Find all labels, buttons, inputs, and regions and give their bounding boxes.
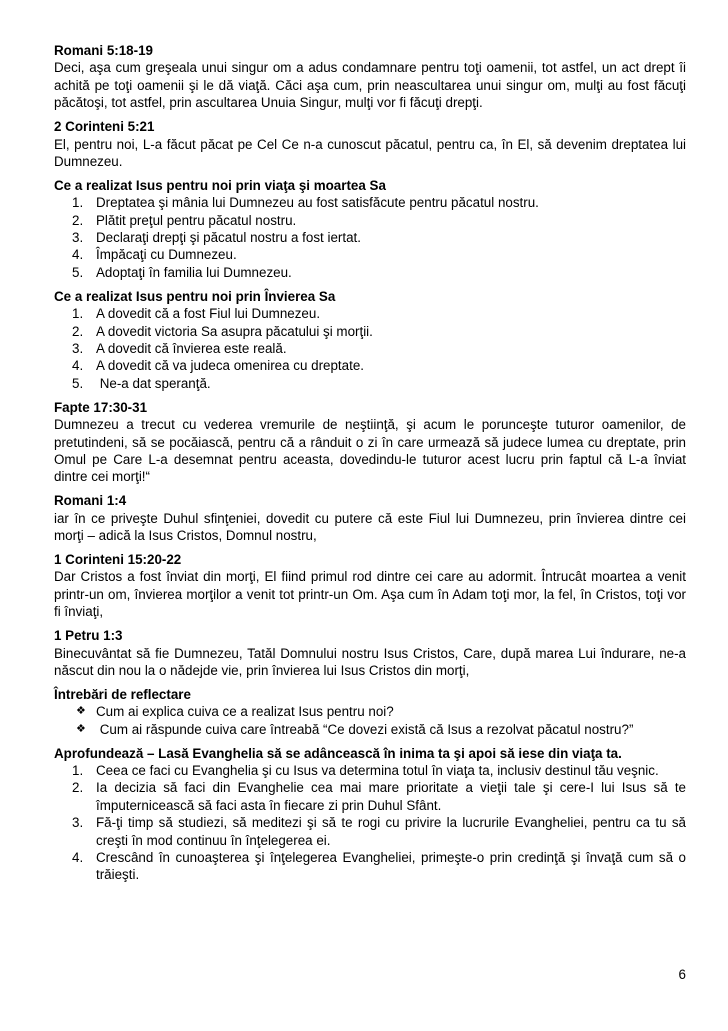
scripture-reference: 2 Corinteni 5:21 (54, 119, 155, 135)
list-item: 3. A dovedit că învierea este reală. (72, 341, 287, 356)
list-item: 2. Ia decizia să faci din Evanghelie cea mai mare prioritate a vieţii tale şi cere-I lui Isus să te împuternicească să faci asta în fiecare zi prin Duhul Sfânt. (72, 780, 686, 813)
scripture-text: Dar Cristos a fost înviat din morţi, El fiind primul rod dintre cei care au adormit. Întrucât moartea a venit printr-un om, învierea morţilor a venit tot printr-un Om. Aşa cum în Adam toţi mor, la fel, în Cristos, toţi vor fi înviaţi, (54, 569, 686, 620)
scripture-block (54, 551, 686, 621)
list-item: 3. Declaraţi drepţi şi păcatul nostru a fost iertat. (72, 230, 361, 246)
list-item: 1. Dreptatea şi mânia lui Dumnezeu au fost satisfăcute pentru păcatul nostru. (72, 195, 539, 211)
scripture-block (54, 118, 686, 170)
section-heading: Întrebări de reflectare (54, 686, 191, 702)
section-heading: Ce a realizat Isus pentru noi prin viaţa şi moartea Sa (54, 177, 386, 193)
list-item: 4. Împăcaţi cu Dumnezeu. (72, 247, 237, 263)
scripture-reference: 1 Petru 1:3 (54, 628, 123, 644)
scripture-text: Dumnezeu a trecut cu vederea vremurile de neştiinţă, şi acum le porunceşte tuturor oamenilor, de pretutindeni, să se pocăiască, pentru că a rânduit o zi în care urmează să judece lumea cu dreptate, prin Omul pe Care L-a desemnat pentru aceasta, dovedindu-le tuturor acest lucru prin faptul că L-a înviat dintre cei morţi!“ (54, 417, 686, 485)
list-item: 2. Plătit preţul pentru păcatul nostru. (72, 212, 297, 228)
page-number: 6 (678, 967, 686, 982)
section-heading: Ce a realizat Isus pentru noi prin Învierea Sa (54, 288, 336, 304)
numbered-list (54, 762, 686, 884)
resurrection-section (54, 288, 686, 392)
list-item: ❖ Cum ai explica cuiva ce a realizat Isus pentru noi? (76, 704, 394, 720)
scripture-text: Binecuvântat să fie Dumnezeu, Tatăl Domnului nostru Isus Cristos, Care, după marea Lui îndurare, ne-a născut din nou la o nădejde vie, prin învierea lui Isus Cristos din morţi, (54, 645, 686, 678)
list-item: 3. Fă-ţi timp să studiezi, să meditezi şi să te rogi cu privire la lucrurile Evangheliei, pentru ca tu să creşti în mod continuu în înţelegerea ei. (72, 815, 686, 848)
scripture-text: Deci, aşa cum greşeala unui singur om a adus condamnare pentru toţi oamenii, tot astfel, un act drept îi achită pe toţi oamenii şi le dă viaţă. Căci aşa cum, prin neascultarea unui singur om, mulţi au fost făcuţi păcătoşi, tot astfel, prin ascultarea Unuia Singur, mulţi vor fi făcuţi drepţi. (54, 60, 686, 111)
deepen-section (54, 745, 686, 884)
list-item: ❖ Cum ai răspunde cuiva care întreabă “Ce dovezi există că Isus a rezolvat păcatul nostru?” (76, 721, 634, 737)
section-heading: Aprofundează – Lasă Evanghelia să se adâncească în inima ta şi apoi să iese din viaţa ta. (54, 745, 622, 761)
numbered-list (54, 305, 686, 392)
list-item: 1. Ceea ce faci cu Evanghelia şi cu Isus va determina totul în viaţa ta, inclusiv destinul tău veşnic. (72, 762, 659, 778)
scripture-block (54, 492, 686, 544)
scripture-reference: Romani 5:18-19 (54, 43, 153, 58)
numbered-list (54, 194, 686, 281)
scripture-reference: 1 Corinteni 15:20-22 (54, 551, 182, 567)
scripture-reference: Romani 1:4 (54, 493, 127, 509)
list-item: 5. Ne-a dat speranţă. (72, 375, 211, 391)
scripture-block (54, 627, 686, 679)
reflection-section (54, 686, 686, 738)
scripture-block (54, 42, 686, 112)
diamond-bullet-icon: ❖ (76, 722, 86, 735)
scripture-text: El, pentru noi, L-a făcut păcat pe Cel Ce n-a cunoscut păcatul, pentru ca, în El, să devenim dreptatea lui Dumnezeu. (54, 136, 686, 169)
scripture-text: iar în ce priveşte Duhul sfinţeniei, dovedit cu putere că este Fiul lui Dumnezeu, prin învierea dintre cei morţi – adică la Isus Cristos, Domnul nostru, (54, 510, 686, 544)
scripture-block (54, 399, 686, 486)
diamond-bullet-icon: ❖ (76, 705, 86, 718)
list-item: 5. Adoptaţi în familia lui Dumnezeu. (72, 264, 292, 280)
list-item: 4. A dovedit că va judeca omenirea cu dreptate. (72, 358, 364, 374)
life-death-section (54, 177, 686, 281)
scripture-reference: Fapte 17:30-31 (54, 399, 148, 415)
list-item: 2. A dovedit victoria Sa asupra păcatului şi morţii. (72, 323, 373, 339)
list-item: 4. Crescând în cunoaşterea şi înţelegerea Evangheliei, primeşte-o prin credinţă şi învaţă cum să o trăieşti. (72, 849, 686, 883)
bullet-list (54, 703, 686, 738)
list-item: 1. A dovedit că a fost Fiul lui Dumnezeu. (72, 306, 321, 322)
